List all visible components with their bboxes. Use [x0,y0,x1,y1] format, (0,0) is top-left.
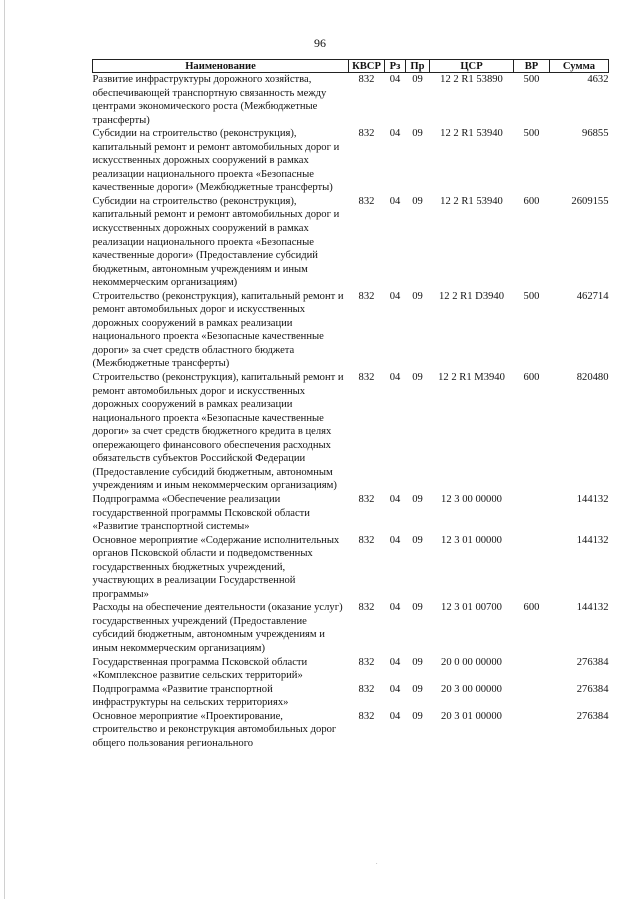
table-body [93,73,609,751]
cell-csr: 12 2 R1 53940 [440,195,503,207]
cell-name: Государственная программа Псковской области «Комплексное развитие сельских территорий» [92,656,308,682]
cell-sum: 276384 [576,710,609,722]
cell-name: Строительство (реконструкция), капитальный ремонт и ремонт автомобильных дорог и искусственных дорожных сооружений в рамках реализации национального проекта «Безопасные качественные дороги» за счет средств бюджетного кредита в целях опережающего финансового обеспечения расходных обязательств субъектов Российской Федерации (Предоставление субсидий бюджетным, автономным учреждениям и иным некоммерческим организациям) [92,372,344,492]
page-number: 96 [314,36,326,50]
cell-rz: 04 [389,534,401,546]
header-rz: Рз [385,60,406,73]
cell-sum: 820480 [576,372,609,384]
cell-name: Развитие инфраструктуры дорожного хозяйства, обеспечивающей транспортную связанность между центрами экономического роста (Межбюджетные трансферты) [92,74,327,126]
cell-vr: 500 [523,290,540,302]
cell-vr: 500 [523,128,540,140]
cell-name: Основное мероприятие «Содержание исполнительных органов Псковской области и подведомственных государственных бюджетных учреждений, участвующих в реализации Государственной программы» [92,534,340,600]
cell-rz: 04 [389,602,401,614]
cell-pr: 09 [412,710,423,722]
cell-name: Подпрограмма «Обеспечение реализации государственной программы Псковской области «Развитие транспортной системы» [92,493,310,533]
cell-sum: 96855 [582,128,609,140]
cell-kvsr: 832 [358,534,375,546]
table-row [93,601,609,655]
table-row [93,493,609,534]
cell-vr [514,656,550,683]
table-row [93,656,609,683]
cell-pr: 09 [412,656,423,668]
cell-pr: 09 [412,372,423,384]
cell-csr: 12 2 R1 D3940 [438,290,505,302]
scan-edge-line [4,0,5,899]
cell-pr: 09 [412,290,423,302]
cell-kvsr: 832 [358,195,375,207]
cell-rz: 04 [389,195,401,207]
header-vr: ВР [514,60,550,73]
table-row [93,290,609,371]
cell-csr: 20 0 00 00000 [441,656,502,668]
scan-speck: . [376,860,378,866]
cell-vr: 600 [523,195,540,207]
cell-rz: 04 [389,290,401,302]
cell-pr: 09 [412,74,423,85]
cell-vr: 500 [523,74,540,85]
cell-name: Субсидии на строительство (реконструкция), капитальный ремонт и ремонт автомобильных дорог и искусственных дорожных сооружений в рамках реализации национального проекта «Безопасные качественные дороги» (Предоставление субсидий бюджетным, автономным учреждениям и иным некоммерческим организациям) [92,195,340,289]
cell-kvsr: 832 [358,710,375,722]
header-sum: Сумма [550,60,609,73]
table-row [93,73,609,128]
cell-csr: 20 3 01 00000 [441,710,502,722]
cell-rz: 04 [389,372,401,384]
cell-sum: 144132 [576,534,609,546]
cell-sum: 144132 [576,493,609,505]
table-row [93,710,609,751]
cell-vr: 600 [523,602,540,614]
cell-kvsr: 832 [358,290,375,302]
cell-name: Строительство (реконструкция), капитальный ремонт и ремонт автомобильных дорог и искусственных дорожных сооружений в рамках реализации национального проекта «Безопасные качественные дороги» за счет средств областного бюджета (Межбюджетные трансферты) [92,290,344,370]
table-row [93,534,609,602]
cell-rz: 04 [389,710,401,722]
cell-kvsr: 832 [358,128,375,140]
cell-name: Субсидии на строительство (реконструкция), капитальный ремонт и ремонт автомобильных дорог и искусственных дорожных сооружений в рамках реализации национального проекта «Безопасные качественные дороги» (Межбюджетные трансферты) [92,128,340,194]
table-row [93,127,609,195]
cell-sum: 276384 [576,683,609,695]
header-pr: Пр [406,60,430,73]
header-name: Наименование [93,60,349,73]
cell-sum: 276384 [576,656,609,668]
cell-csr: 12 2 R1 M3940 [438,372,505,384]
cell-name: Расходы на обеспечение деятельности (оказание услуг) государственных учреждений (Предоставление субсидий бюджетным, автономным учреждениям и иным некоммерческим организациям) [92,602,343,654]
cell-pr: 09 [412,128,423,140]
cell-vr [514,493,550,534]
cell-csr: 12 3 01 00700 [441,602,502,614]
cell-kvsr: 832 [358,493,375,505]
cell-rz: 04 [389,493,401,505]
header-csr: ЦСР [430,60,514,73]
cell-csr: 12 2 R1 53890 [440,74,503,85]
cell-rz: 04 [389,74,401,85]
cell-pr: 09 [412,683,423,695]
cell-kvsr: 832 [358,683,375,695]
cell-pr: 09 [412,534,423,546]
cell-vr [514,683,550,710]
cell-csr: 20 3 00 00000 [441,683,502,695]
cell-kvsr: 832 [358,602,375,614]
cell-sum: 2609155 [571,195,609,207]
cell-vr [514,710,550,751]
cell-kvsr: 832 [358,372,375,384]
cell-name: Основное мероприятие «Проектирование, строительство и реконструкция автомобильных дорог общего пользования регионального [92,710,337,749]
table-row [93,683,609,710]
table-header-row [93,60,609,73]
cell-kvsr: 832 [358,74,375,85]
cell-vr: 600 [523,372,540,384]
cell-csr: 12 2 R1 53940 [440,128,503,140]
cell-rz: 04 [389,128,401,140]
budget-table [92,59,609,750]
cell-name: Подпрограмма «Развитие транспортной инфраструктуры на сельских территориях» [92,683,289,709]
cell-rz: 04 [389,656,401,668]
cell-sum: 144132 [576,602,609,614]
cell-rz: 04 [389,683,401,695]
header-kvsr: КВСР [349,60,385,73]
cell-kvsr: 832 [358,656,375,668]
cell-sum: 4632 [587,74,609,85]
cell-pr: 09 [412,602,423,614]
table-row [93,195,609,290]
cell-pr: 09 [412,493,423,505]
cell-pr: 09 [412,195,423,207]
cell-sum: 462714 [576,290,609,302]
cell-csr: 12 3 01 00000 [441,534,502,546]
cell-vr [514,534,550,602]
cell-csr: 12 3 00 00000 [441,493,502,505]
table-row [93,371,609,493]
